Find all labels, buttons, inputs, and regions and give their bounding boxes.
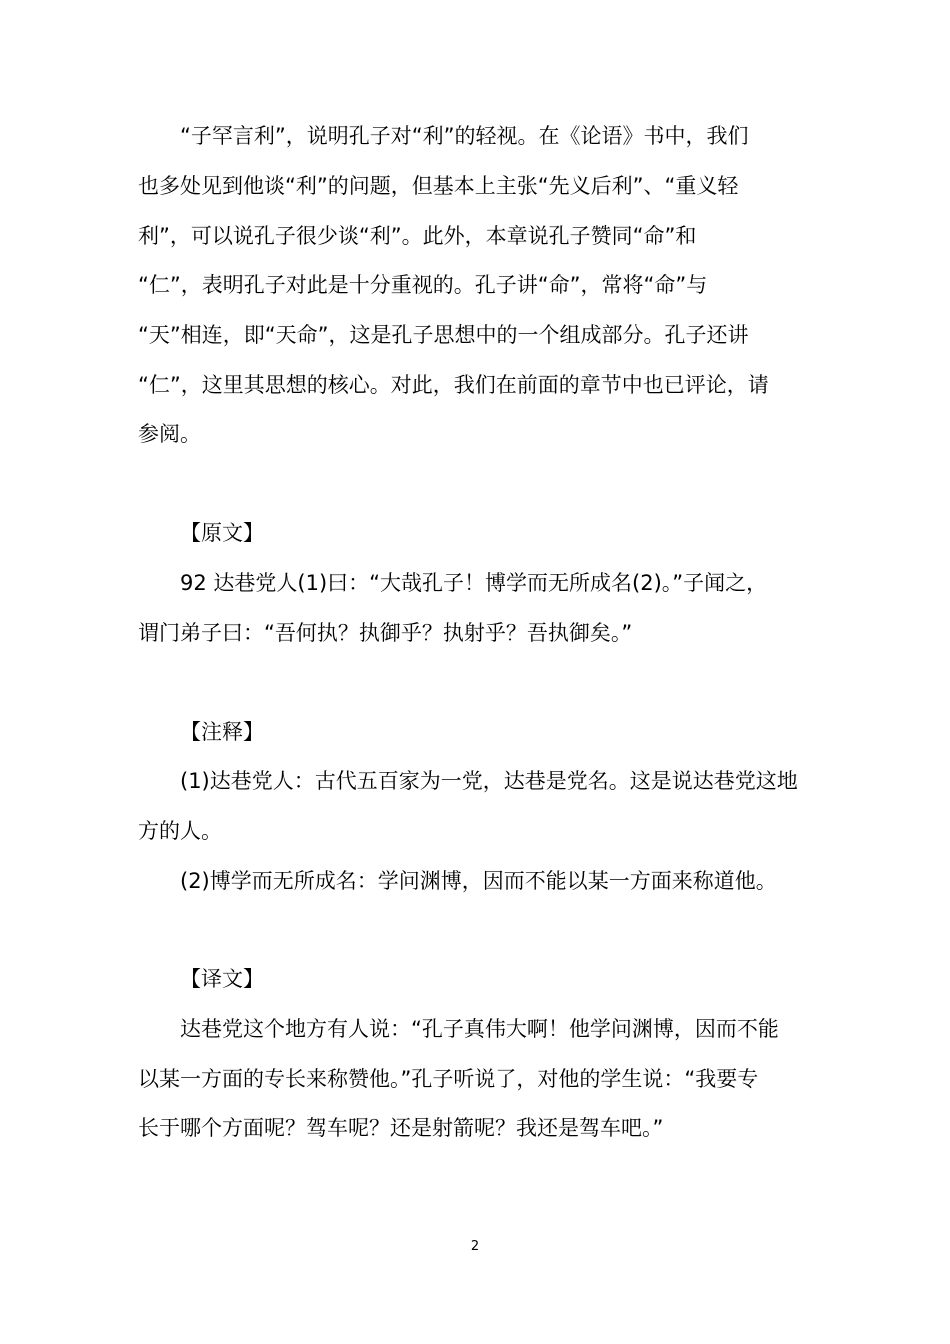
text-line: “仁”，表明孔子对此是十分重视的。孔子讲“命”，常将“命”与 [138, 273, 708, 297]
text-line: 长于哪个方面呢？驾车呢？还是射箭呢？我还是驾车吧。” [138, 1116, 664, 1140]
text-line: (1)达巷党人：古代五百家为一党，达巷是党名。这是说达巷党这地 [180, 769, 798, 793]
text-line: 以某一方面的专长来称赞他。”孔子听说了，对他的学生说：“我要专 [138, 1067, 759, 1091]
text-line: “天”相连，即“天命”，这是孔子思想中的一个组成部分。孔子还讲 [138, 323, 749, 347]
page-number: 2 [470, 1239, 480, 1254]
section-heading: 【原文】 [180, 521, 264, 545]
text-line: 方的人。 [138, 819, 222, 843]
section-heading: 【注释】 [180, 720, 264, 744]
text-line: 达巷党这个地方有人说：“孔子真伟大啊！他学问渊博，因而不能 [180, 1017, 779, 1041]
text-line: “子罕言利”，说明孔子对“利”的轻视。在《论语》书中，我们 [180, 124, 749, 148]
text-line: (2)博学而无所成名：学问渊博，因而不能以某一方面来称道他。 [180, 869, 777, 893]
text-line: 也多处见到他谈“利”的问题，但基本上主张“先义后利”、“重义轻 [138, 174, 739, 198]
text-line: 参阅。 [138, 422, 201, 446]
text-line: 92 达巷党人(1)曰：“大哉孔子！博学而无所成名(2)。”子闻之， [180, 571, 768, 595]
section-heading: 【译文】 [180, 967, 264, 991]
text-line: 谓门弟子曰：“吾何执？执御乎？执射乎？吾执御矣。” [138, 621, 633, 645]
text-line: 利”，可以说孔子很少谈“利”。此外，本章说孔子赞同“命”和 [138, 224, 697, 248]
text-line: “仁”，这里其思想的核心。对此，我们在前面的章节中也已评论，请 [138, 373, 769, 397]
